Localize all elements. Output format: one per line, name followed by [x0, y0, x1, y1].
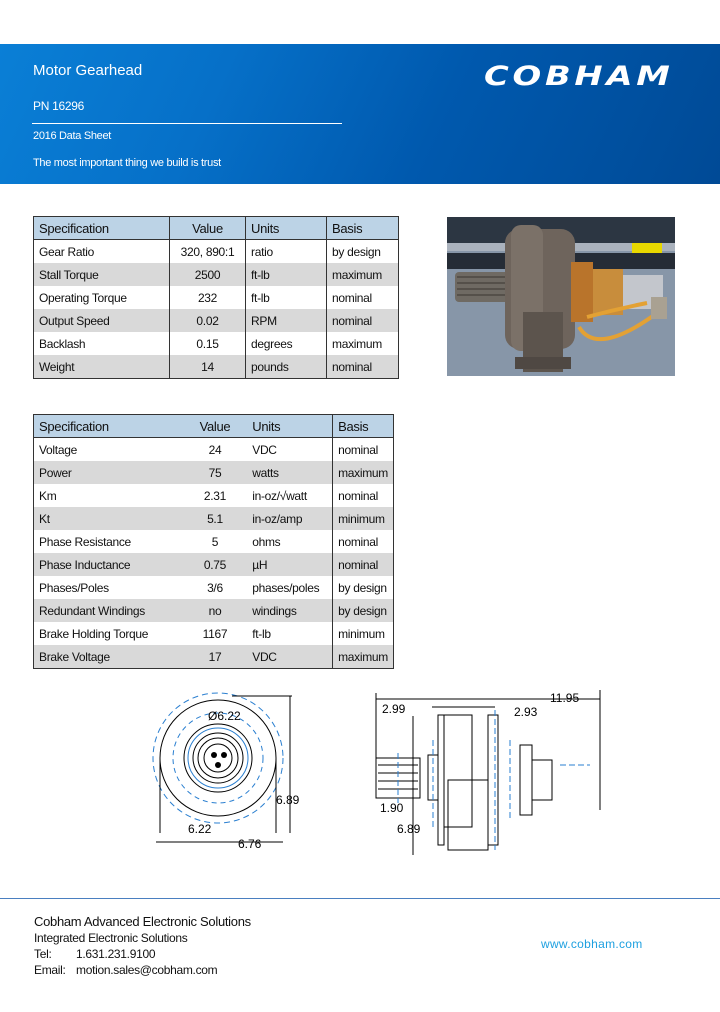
spec-units: in-oz/√watt: [252, 488, 307, 503]
spec-name: Weight: [34, 355, 170, 379]
table-row: [34, 286, 399, 309]
spec-units: ft-lb: [246, 263, 327, 286]
email-row: [34, 962, 251, 978]
dim-side-height: 6.89: [397, 822, 421, 836]
spec-value: 0.15: [170, 332, 246, 355]
spec-name: Phases/Poles: [39, 580, 109, 595]
footer-contact: [34, 914, 251, 978]
spec-basis: nominal: [333, 530, 394, 553]
table-row: [34, 507, 394, 530]
spec-units: phases/poles: [252, 580, 320, 595]
spec-basis: nominal: [333, 438, 394, 462]
website-link[interactable]: www.cobham.com: [541, 937, 643, 951]
spec-name: Stall Torque: [34, 263, 170, 286]
division-name: Integrated Electronic Solutions: [34, 931, 188, 945]
dim-side-flange: 2.93: [514, 705, 538, 719]
tel-label: Tel:: [34, 947, 52, 961]
table-row: [34, 645, 394, 669]
spec-name: Redundant Windings: [34, 599, 183, 622]
dim-side-overall-length: 11.95: [550, 691, 580, 705]
spec-basis: minimum: [333, 622, 394, 645]
col-header-units: Units: [246, 217, 327, 240]
spec-value: 5: [211, 534, 219, 549]
spec-name: Gear Ratio: [39, 244, 95, 259]
email-label: Email:: [34, 963, 66, 977]
spec-basis: nominal: [333, 553, 394, 576]
dim-front-width: 6.76: [238, 837, 262, 851]
table-row: [34, 484, 394, 507]
spec-units: watts: [247, 461, 332, 484]
spec-value: 5.1: [183, 507, 248, 530]
table-row: [34, 461, 394, 484]
spec-name: Phase Resistance: [39, 534, 131, 549]
spec-basis: by design: [333, 576, 394, 599]
email-link[interactable]: motion.sales@cobham.com: [76, 963, 218, 977]
spec-units: ft-lb: [252, 626, 271, 641]
spec-value: 3/6: [207, 580, 223, 595]
spec-value: 1167: [202, 626, 228, 641]
spec-name: Power: [34, 461, 183, 484]
spec-value: 0.75: [183, 553, 248, 576]
tagline: The most important thing we build is trust: [33, 157, 221, 169]
col-header-value: Value: [170, 217, 246, 240]
spec-value: 2500: [170, 263, 246, 286]
spec-basis: nominal: [333, 484, 394, 507]
page-title: Motor Gearhead: [33, 62, 143, 79]
table-row: [34, 530, 394, 553]
table-header-row: [34, 217, 399, 240]
col-header-value: Value: [183, 415, 248, 438]
spec-basis: nominal: [327, 309, 399, 332]
table-row: [34, 553, 394, 576]
dim-side-shaft-length: 2.99: [382, 702, 406, 716]
table-row: [34, 263, 399, 286]
spec-name: Brake Voltage: [34, 645, 183, 669]
spec-name: Km: [39, 488, 57, 503]
spec-name: Phase Inductance: [34, 553, 183, 576]
table-row: [34, 240, 399, 264]
tel-number: 1.631.231.9100: [76, 947, 156, 961]
spec-basis: maximum: [333, 645, 394, 669]
col-header-basis: Basis: [327, 217, 399, 240]
spec-units: ohms: [252, 534, 281, 549]
datasheet-year: 2016 Data Sheet: [33, 130, 112, 142]
spec-units: windings: [247, 599, 332, 622]
spec-value: 2.31: [203, 488, 227, 503]
spec-name: Brake Holding Torque: [39, 626, 149, 641]
col-header-basis: Basis: [333, 415, 394, 438]
spec-name: Backlash: [39, 336, 86, 351]
spec-basis: maximum: [327, 332, 399, 355]
spec-units: VDC: [252, 442, 277, 457]
col-header-units: Units: [247, 415, 332, 438]
dim-side-shaft-diameter: 1.90: [380, 801, 404, 815]
dim-front-diameter: Ø6.22: [208, 709, 241, 723]
spec-name: Voltage: [39, 442, 77, 457]
spec-units: ft-lb: [246, 286, 327, 309]
company-name: Cobham Advanced Electronic Solutions: [34, 914, 251, 929]
spec-name: Output Speed: [34, 309, 170, 332]
table-row: [34, 355, 399, 379]
spec-name: Kt: [34, 507, 183, 530]
spec-units: ratio: [246, 240, 327, 264]
col-header-specification: Specification: [34, 217, 170, 240]
spec-units: in-oz/amp: [247, 507, 332, 530]
table-row: [34, 332, 399, 355]
spec-value: 75: [183, 461, 248, 484]
dim-front-height: 6.89: [276, 793, 300, 807]
table-row: [34, 576, 394, 599]
table-header-row: [34, 415, 394, 438]
table-row: [34, 599, 394, 622]
spec-value: 0.02: [170, 309, 246, 332]
product-photo: [447, 217, 675, 376]
front-view-drawing: [140, 685, 310, 855]
spec-value: 14: [170, 355, 246, 379]
motor-gearhead-photo-icon: [447, 217, 675, 376]
table-row: [34, 622, 394, 645]
part-number: PN 16296: [33, 99, 84, 113]
spec-units: pounds: [246, 355, 327, 379]
spec-basis: maximum: [327, 263, 399, 286]
table-row: [34, 438, 394, 462]
gearhead-spec-table: [33, 216, 399, 379]
table-row: [34, 309, 399, 332]
dim-front-inner: 6.22: [188, 822, 212, 836]
spec-basis: maximum: [333, 461, 394, 484]
spec-units: degrees: [246, 332, 327, 355]
spec-value: 17: [183, 645, 248, 669]
spec-basis: by design: [333, 599, 394, 622]
spec-units: RPM: [246, 309, 327, 332]
spec-basis: nominal: [327, 355, 399, 379]
spec-basis: nominal: [327, 286, 399, 309]
footer-divider: [0, 898, 720, 899]
motor-spec-table: [33, 414, 394, 669]
spec-basis: by design: [327, 240, 399, 264]
spec-units: VDC: [247, 645, 332, 669]
header-banner: [0, 44, 720, 184]
spec-name: Operating Torque: [39, 290, 127, 305]
spec-value: 24: [208, 442, 222, 457]
side-view-drawing: [350, 685, 610, 860]
header-divider: [32, 123, 342, 124]
spec-value: 232: [170, 286, 246, 309]
spec-basis: minimum: [333, 507, 394, 530]
spec-units: µH: [247, 553, 332, 576]
cobham-logo: COBHAM: [484, 61, 674, 92]
col-header-specification: Specification: [34, 415, 183, 438]
telephone-row: [34, 946, 251, 962]
spec-value: 320, 890:1: [170, 240, 246, 264]
spec-value: no: [183, 599, 248, 622]
